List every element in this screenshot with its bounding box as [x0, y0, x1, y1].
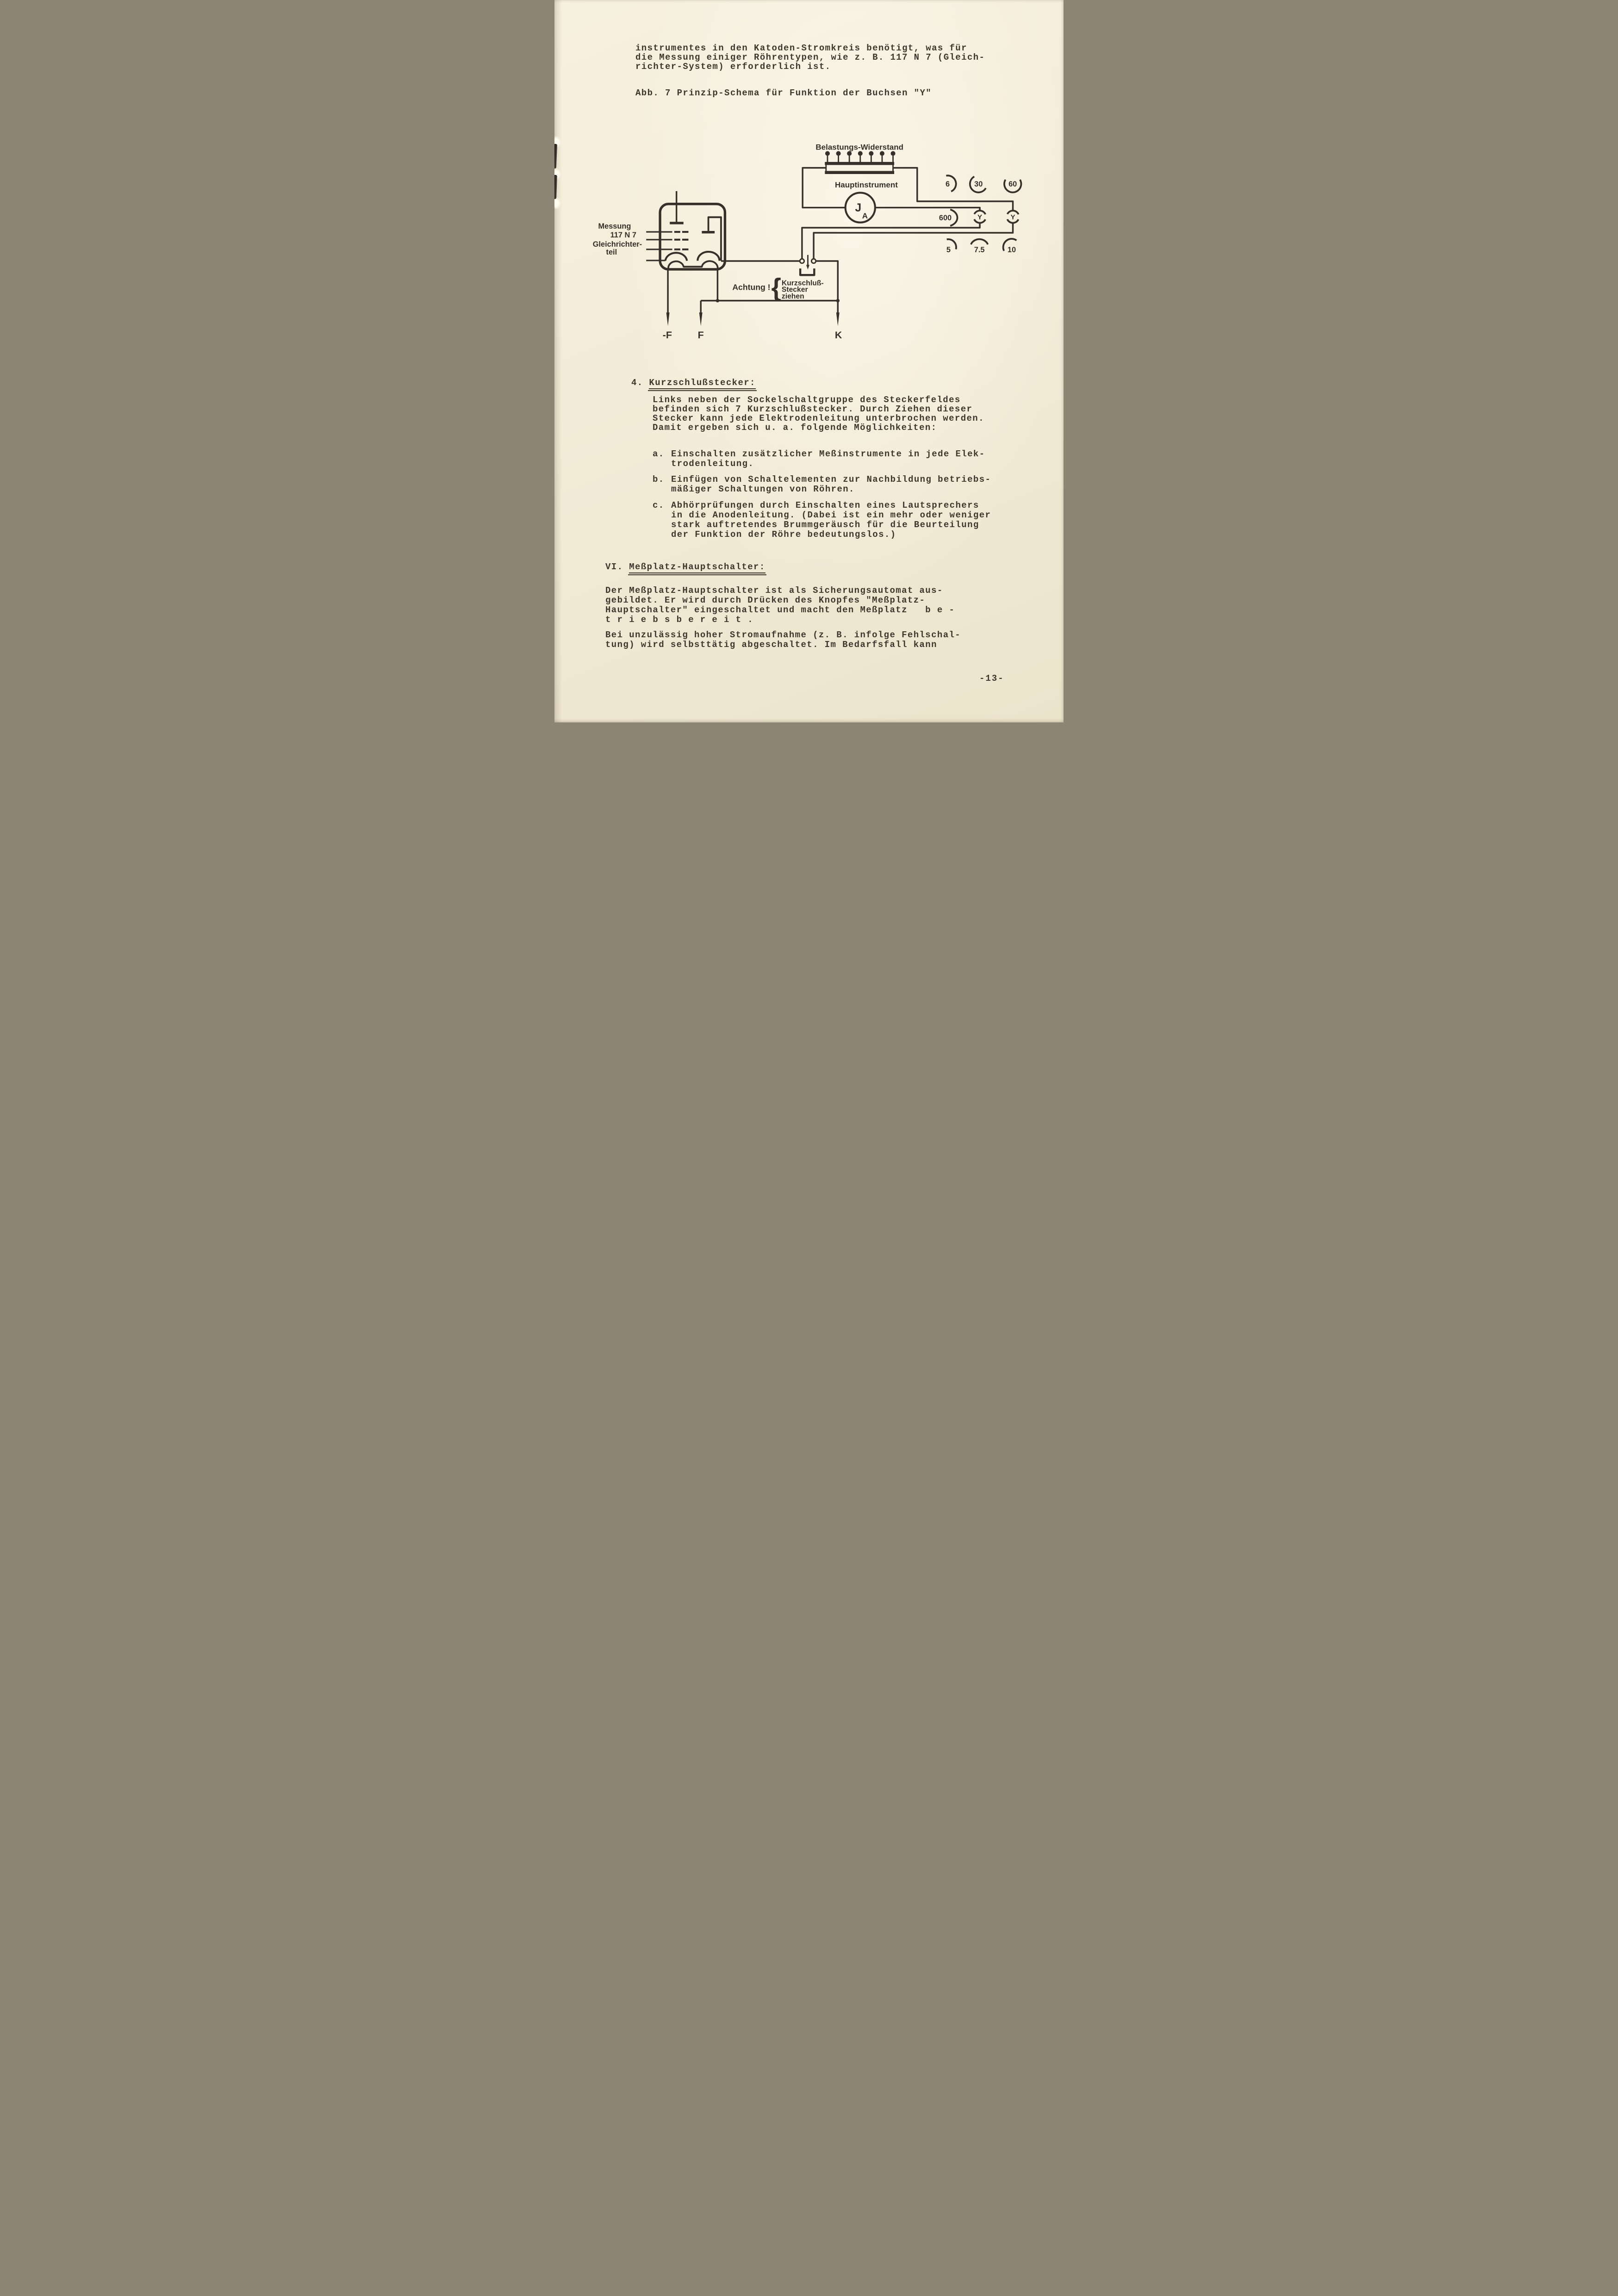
plug-note-line2: Stecker: [781, 286, 808, 294]
load-resistor-label: Belastungs-Widerstand: [815, 143, 903, 152]
text-line: Hauptschalter" eingeschaltet und macht den Meßplatz b e -: [605, 605, 955, 615]
section6-heading: [605, 562, 765, 573]
terminal-label-f: F: [697, 329, 704, 341]
text-line: Abhörprüfungen durch Einschalten eines Lautsprechers: [671, 500, 979, 510]
text-line: gebildet. Er wird durch Drücken des Knopfes "Meßplatz-: [605, 595, 926, 605]
text-line: instrumentes in den Katoden-Stromkreis benötigt, was für: [635, 43, 967, 53]
section4-number: 4.: [631, 378, 643, 388]
terminal-label-minus-f: -F: [662, 329, 672, 341]
resistor-pin-dot: [869, 151, 873, 156]
terminal-arrow-f: [699, 312, 703, 326]
list-item-label: c.: [653, 500, 665, 510]
junction-dot: [836, 299, 840, 303]
tube-label-line1: Messung: [598, 222, 631, 231]
section6-paragraph2: [605, 630, 961, 650]
section4-title: Kurzschlußstecker:: [649, 378, 755, 389]
document-page: [554, 0, 1064, 722]
socket-arc-7-5: [971, 239, 988, 244]
circuit-diagram: [554, 138, 1064, 345]
plug-arrowhead: [806, 265, 809, 269]
socket-label-60: 60: [1008, 180, 1017, 189]
text-line: richter-System) erforderlich ist.: [635, 62, 831, 72]
socket-label-5: 5: [946, 246, 951, 255]
tube-envelope: [660, 204, 725, 269]
meter-letter: J: [855, 202, 862, 215]
socket-label-10: 10: [1007, 246, 1016, 255]
text-line: Damit ergeben sich u. a. folgende Möglichkeiten:: [653, 423, 937, 433]
socket-label-y-left: Y: [977, 213, 983, 222]
plug-terminal-circle-right: [811, 259, 815, 263]
list-item-b: [653, 475, 991, 494]
junction-dot: [716, 299, 720, 303]
socket-label-600: 600: [939, 213, 952, 222]
text-line: stark auftretendes Brummgeräusch für die Beurteilung: [671, 520, 979, 530]
resistor-pin-dot: [891, 151, 896, 156]
page-number: [979, 673, 1004, 684]
resistor-pin-dot: [880, 151, 884, 156]
brace-glyph: {: [771, 273, 781, 302]
text-line: mäßiger Schaltungen von Röhren.: [671, 484, 855, 494]
figure-caption-text: Abb. 7 Prinzip-Schema für Funktion der Buchsen "Y": [635, 88, 932, 98]
text-line: Bei unzulässig hoher Stromaufnahme (z. B. infolge Fehlschal-: [605, 630, 961, 640]
tube-label-line3: Gleichrichter-: [592, 240, 642, 249]
binding-edge-shadow: [554, 0, 562, 722]
terminal-label-k: K: [834, 329, 842, 341]
socket-label-6: 6: [945, 180, 950, 189]
grid-dashes: [674, 232, 689, 249]
text-line: die Messung einiger Röhrentypen, wie z. B. 117 N 7 (Gleich-: [635, 52, 985, 62]
plug-bracket: [800, 268, 814, 275]
terminal-arrow-minus-f: [666, 312, 670, 326]
section6-paragraph1: [605, 586, 955, 625]
resistor-tap-pins: [828, 156, 893, 162]
main-instrument-label: Hauptinstrument: [835, 180, 898, 189]
intro-paragraph: [635, 44, 985, 71]
tube-cathode-arc-left: [665, 253, 687, 261]
section6-title: Meßplatz-Hauptschalter:: [629, 562, 765, 573]
list-item-label: b.: [653, 474, 665, 485]
page-number-text: -13-: [979, 673, 1004, 684]
section4-heading: [631, 378, 756, 389]
text-line: t r i e b s b e r e i t .: [605, 615, 754, 625]
tube-cathode-arc-right: [697, 252, 719, 261]
socket-label-y-right: Y: [1010, 213, 1015, 222]
text-line: in die Anodenleitung. (Dabei ist ein mehr oder weniger: [671, 510, 991, 520]
text-line: Stecker kann jede Elektrodenleitung unterbrochen werden.: [653, 413, 984, 423]
text-line: Einfügen von Schaltelementen zur Nachbildung betriebs-: [671, 474, 991, 485]
plug-note-line3: ziehen: [781, 292, 804, 301]
resistor-pin-dot: [825, 151, 830, 156]
wire-plug-to-terminal-k: [816, 261, 838, 313]
warning-label: Achtung !: [732, 282, 771, 292]
resistor-pin-dot: [858, 151, 863, 156]
section4-paragraph: [653, 395, 984, 432]
text-line: tung) wird selbsttätig abgeschaltet. Im Bedarfsfall kann: [605, 640, 937, 650]
text-line: befinden sich 7 Kurzschlußstecker. Durch Ziehen dieser: [653, 404, 973, 414]
plug-terminal-circle-left: [800, 259, 804, 263]
list-item-label: a.: [653, 449, 665, 459]
tube-label-line4: teil: [606, 248, 617, 257]
list-item-a: [653, 449, 985, 469]
list-item-c: [653, 501, 991, 540]
resistor-pin-dot: [847, 151, 852, 156]
figure-caption: [635, 88, 932, 98]
section6-number: VI.: [605, 562, 623, 572]
resistor-pin-dot: [836, 151, 841, 156]
text-line: Der Meßplatz-Hauptschalter ist als Sicherungsautomat aus-: [605, 585, 943, 596]
load-resistor-symbol: [825, 156, 894, 173]
text-line: der Funktion der Röhre bedeutungslos.): [671, 529, 896, 540]
text-line: Einschalten zusätzlicher Meßinstrumente in jede Elek-: [671, 449, 985, 459]
meter-subscript: A: [862, 212, 868, 221]
text-line: trodenleitung.: [671, 459, 754, 469]
terminal-arrow-k: [836, 312, 840, 326]
wire-meter-to-y-left: [875, 208, 980, 211]
tube-grid-rows: [646, 232, 688, 249]
tube-label-line2: 117 N 7: [610, 231, 637, 240]
socket-label-7-5: 7.5: [974, 246, 985, 255]
text-line: Links neben der Sockelschaltgruppe des Steckerfeldes: [653, 395, 961, 405]
plug-note-line1: Kurzschluß-: [781, 279, 824, 287]
socket-label-30: 30: [974, 180, 983, 189]
